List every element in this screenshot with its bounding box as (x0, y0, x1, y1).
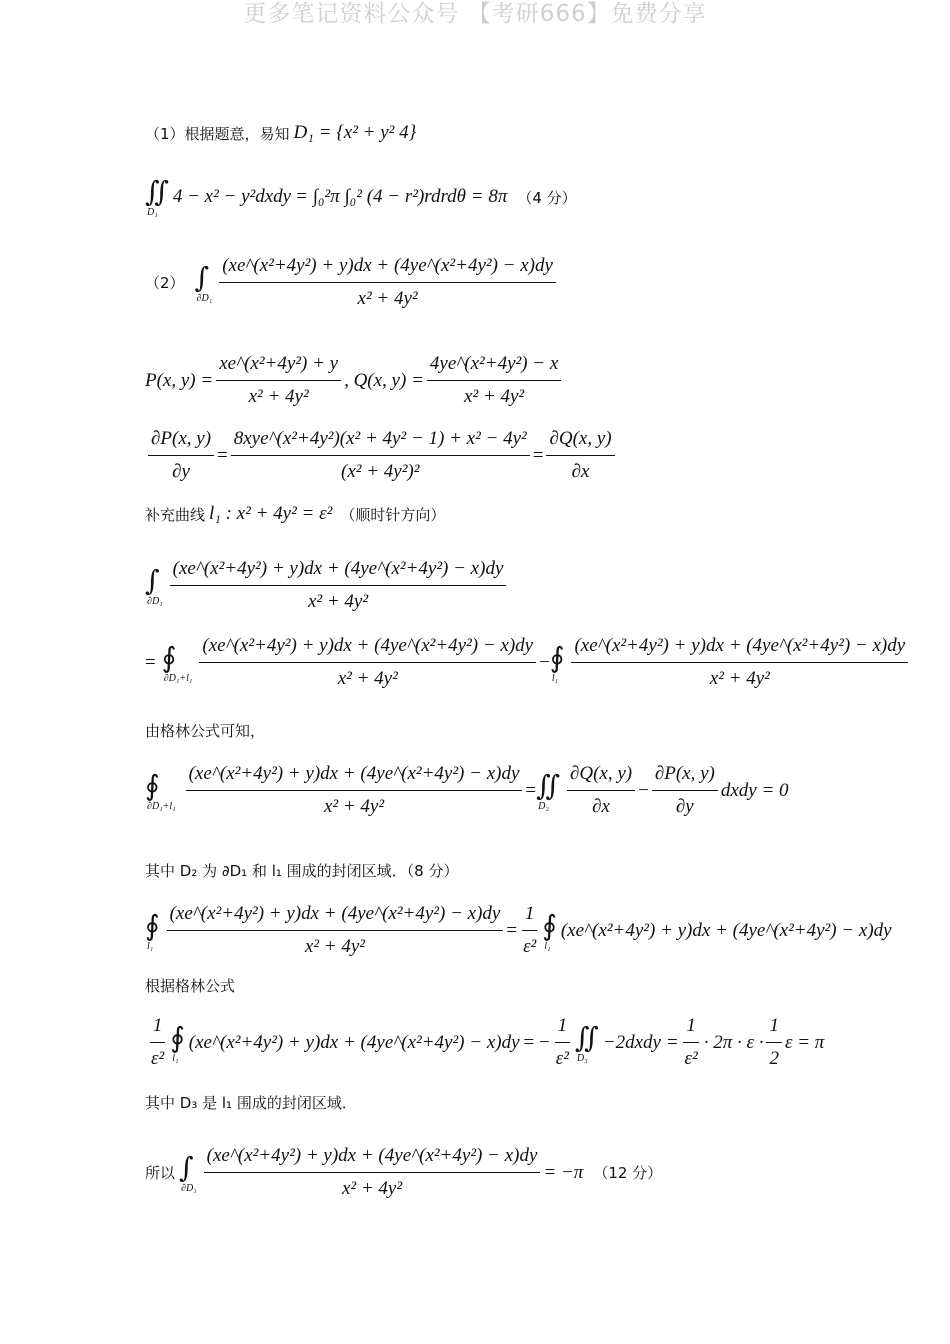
final-label: 所以 (145, 1164, 176, 1182)
part2-label: （2） (145, 274, 185, 292)
line-integral-boundary-d1-final: ∫ ∂D₁ (179, 1150, 197, 1194)
final-result-line (145, 1142, 662, 1203)
eps-factor-fraction-3: $\frac{1}{\text{ε²}}$ (553, 1012, 572, 1073)
final-value: = −π (543, 1161, 584, 1183)
closed-integral-l1-2: ∮ l₁ (145, 908, 160, 952)
part1-integral-result: = ∫₀²π ∫₀² (4 − r²)rdrdθ = 8π (295, 186, 508, 207)
closed-integral-l1-3: ∮ l₁ (542, 908, 557, 952)
decomposition-lhs-fraction: $\frac{\text{(xe\textasciicircum{}(x²+4y²) + y)dx + (4ye\textasciicircum{}(x²+4y²) − x)dy}}{\text{x² + 4y²}}$ (170, 555, 507, 616)
part2-integral-line (145, 252, 559, 313)
eps-factor-fraction-4: $\frac{1}{\text{ε²}}$ (682, 1012, 701, 1073)
double-integral-d2: ∬ D₂ (536, 768, 560, 812)
double-integral-d3: ∬ D₃ (574, 1020, 599, 1064)
supplement-curve-line (145, 503, 445, 525)
decomposition-lhs-line (145, 555, 509, 616)
part1-domain-line (145, 122, 416, 144)
closed-integral-l1-4: ∮ l₁ (170, 1020, 185, 1064)
closed-integral-fraction-1: $\frac{\text{(xe\textasciicircum{}(x²+4y²) + y)dx + (4ye\textasciicircum{}(x²+4y²) − x)dy}}{\text{x² + 4y²}}$ (199, 632, 536, 693)
l1-integral-line: ∮ l₁ $\frac{\text{(xe\textasciicircum{}(x²+4y²) + y)dx + (4ye\textasciicircum{}(x²+4y²) − x)dy}}{\text{x² + 4y²}}$ = $\frac{1}{\text{ε²}}$ ∮ l₁ (xe^(x²+4y²) + y)dx + (4ye^(x²+4y²) − x)dy (145, 900, 892, 961)
curve-equation: l₁ : x² + 4y² = ε² (209, 503, 333, 524)
dp-dy-fraction-2: $\frac{\partial P(x, y)}{\partial y}$ (652, 760, 718, 821)
dq-dx-fraction-2: $\frac{\partial Q(x, y)}{\partial x}$ (567, 760, 635, 821)
p-label: P(x, y) = (145, 369, 214, 391)
l1-fraction: $\frac{\text{(xe\textasciicircum{}(x²+4y²) + y)dx + (4ye\textasciicircum{}(x²+4y²) − x)dy}}{\text{x² + 4y²}}$ (167, 900, 504, 961)
green-lhs-fraction: $\frac{\text{(xe\textasciicircum{}(x²+4y²) + y)dx + (4ye\textasciicircum{}(x²+4y²) − x)dy}}{\text{x² + 4y²}}$ (186, 760, 523, 821)
final-score: （12 分） (593, 1164, 663, 1182)
green-theorem-note-2: 根据格林公式 (145, 977, 236, 995)
part1-score: （4 分） (517, 188, 577, 207)
curve-label: 补充曲线 (145, 505, 206, 524)
line-integral-boundary-d1: ∫ ∂D₁ (194, 260, 213, 304)
final-fraction: $\frac{\text{(xe\textasciicircum{}(x²+4y²) + y)dx + (4ye\textasciicircum{}(x²+4y²) − x)dy}}{\text{x² + 4y²}}$ (204, 1142, 541, 1203)
l1-integrand: (xe^(x²+4y²) + y)dx + (4ye^(x²+4y²) − x)dy (560, 919, 892, 941)
p-fraction: $\frac{\text{xe\textasciicircum{}(x²+4y²) + y}}{\text{x² + 4y²}}$ (216, 350, 341, 411)
computation-line: $\frac{1}{\text{ε²}}$ ∮ l₁ (xe^(x²+4y²) + y)dx + (4ye^(x²+4y²) − x)dy = − $\frac{1}{\text{ε²}}$ ∬ D₃ −2dxdy = $\frac{1}{\text{ε²}}$ · 2π · ε · $\frac{1}{2}$ ε = π (145, 1012, 824, 1073)
double-integral-d1: ∬ D₁ (145, 175, 169, 218)
line-integral-boundary-d1-2: ∫ ∂D₁ (145, 563, 163, 607)
green-result-line: ∮ ∂D₁+l₁ $\frac{\text{(xe\textasciicircum{}(x²+4y²) + y)dx + (4ye\textasciicircum{}(x²+4y²) − x)dy}}{\text{x² + 4y²}}$ = ∬ D₂ $\frac{\partial Q(x, y)}{\partial x}$ − $\frac{\partial P(x, y)}{\partial y}$ dxdy = 0 (145, 760, 789, 821)
computation-integrand: (xe^(x²+4y²) + y)dx + (4ye^(x²+4y²) − x)dy (188, 1031, 520, 1053)
eps-factor-fraction: $\frac{1}{\text{ε²}}$ (520, 900, 539, 961)
closed-integral-d1-l1-2: ∮ ∂D₁+l₁ (145, 768, 176, 812)
part1-integrand: 4 − x² − y²dxdy (172, 186, 292, 207)
dp-dy-fraction: $\frac{\partial P(x, y)}{\partial y}$ (148, 425, 214, 486)
part1-integral-line (145, 176, 577, 218)
closed-integral-l1: ∮ l₁ (549, 640, 565, 684)
closed-integral-fraction-2: $\frac{\text{(xe\textasciicircum{}(x²+4y²) + y)dx + (4ye\textasciicircum{}(x²+4y²) − x)dy}}{\text{x² + 4y²}}$ (571, 632, 908, 693)
q-fraction: $\frac{\text{4ye\textasciicircum{}(x²+4y²) − x}}{\text{x² + 4y²}}$ (427, 350, 561, 411)
half-fraction: $\frac{1}{2}$ (766, 1012, 782, 1073)
part1-domain: D₁ = {x² + y² 4} (293, 122, 417, 143)
decomposition-rhs-line: = ∮ ∂D₁+l₁ $\frac{\text{(xe\textasciicircum{}(x²+4y²) + y)dx + (4ye\textasciicircum{}(x²+4y²) − x)dy}}{\text{x² + 4y²}}$ − ∮ l₁ $\frac{\text{(xe\textasciicircum{}(x²+4y²) + y)dx + (4ye\textasciicircum{}(x²+4y²) − x)dy}}{\text{x² + 4y²}}$ (145, 632, 911, 693)
part1-label: （1）根据题意，易知 (145, 124, 290, 143)
closed-integral-d1-l1: ∮ ∂D₁+l₁ (161, 640, 193, 684)
dq-dx-fraction: $\frac{\partial Q(x, y)}{\partial x}$ (546, 425, 614, 486)
pq-definition-line (145, 350, 564, 411)
part2-fraction: $\frac{\text{(xe\textasciicircum{}(x²+4y²) + y)dx + (4ye\textasciicircum{}(x²+4y²) − x)dy}}{\text{x² + 4y²}}$ (219, 252, 556, 313)
region-d2-note: 其中 D₂ 为 ∂D₁ 和 l₁ 围成的封闭区域．（8 分） (145, 862, 459, 880)
eps-factor-fraction-2: $\frac{1}{\text{ε²}}$ (148, 1012, 167, 1073)
derivative-expression-fraction: $\frac{\text{8xye\textasciicircum{}(x²+4y²)(x² + 4y² − 1) + x² − 4y²}}{\text{(x² + 4y²)²}}$ (231, 425, 530, 486)
partial-derivative-line: $\frac{\partial P(x, y)}{\partial y}$ = $\frac{\text{8xye\textasciicircum{}(x²+4y²)(x² + 4y² − 1) + x² − 4y²}}{\text{(x² + 4y²)²}}$ = $\frac{\partial Q(x, y)}{\partial x}$ (145, 425, 618, 486)
curve-direction: （顺时针方向） (340, 505, 446, 524)
q-label: , Q(x, y) = (344, 369, 424, 391)
green-rhs-tail: dxdy = 0 (720, 779, 789, 801)
watermark-banner: 更多笔记资料公众号 【考研666】免费分享 (243, 1, 707, 27)
green-theorem-note-1: 由格林公式可知， (145, 722, 266, 740)
region-d3-note: 其中 D₃ 是 l₁ 围成的封闭区域． (145, 1094, 357, 1112)
